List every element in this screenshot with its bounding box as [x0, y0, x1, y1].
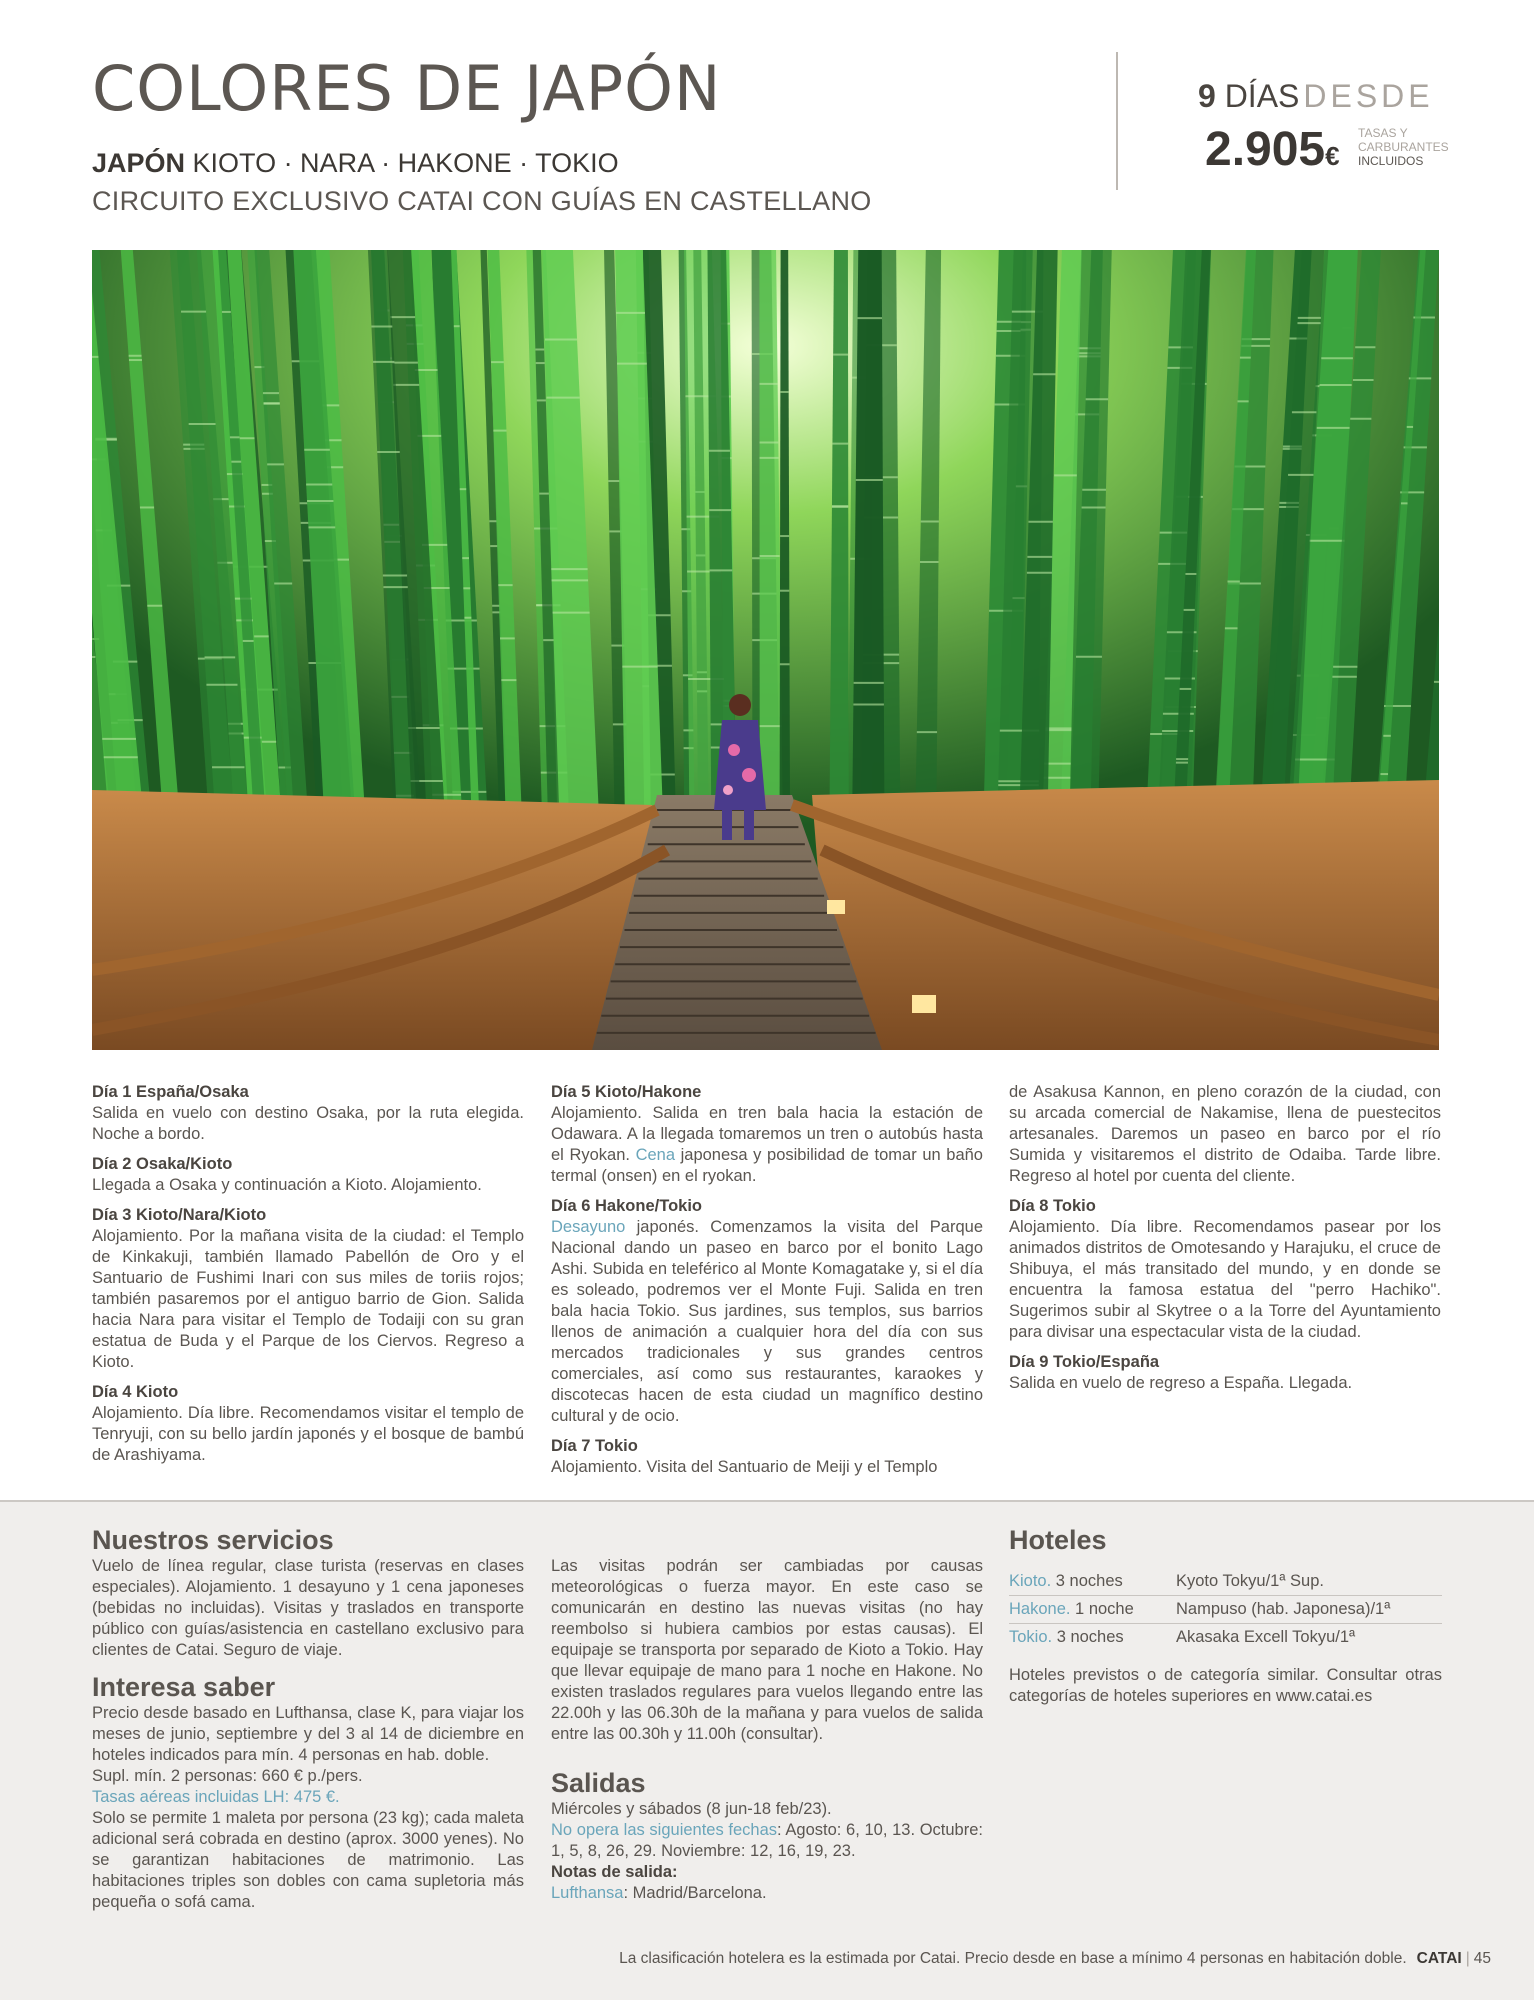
- hotel-nights: 3 noches: [1051, 1572, 1123, 1590]
- hotel-city-cell: [1009, 1568, 1162, 1596]
- tax-note: [1358, 126, 1449, 168]
- itinerary-day-title: Día 6 Hakone/Tokio: [551, 1197, 702, 1215]
- itinerary-day-title: Día 7 Tokio: [551, 1437, 638, 1455]
- tax-note-line1: TASAS Y: [1358, 126, 1408, 140]
- price-label: [1205, 123, 1340, 176]
- itinerary-day-text: Salida en vuelo con destino Osaka, por la ruta elegida. Noche a bordo.: [92, 1104, 524, 1143]
- itinerary-day-title: Día 4 Kioto: [92, 1383, 179, 1401]
- itinerary-day-title: Día 5 Kioto/Hakone: [551, 1083, 702, 1101]
- itinerary-column-1: [92, 1082, 524, 1475]
- hotel-name: Akasaka Excell Tokyu/1ª: [1176, 1628, 1356, 1646]
- hotel-city-cell: [1009, 1596, 1162, 1624]
- itinerary-column-2: [551, 1082, 983, 1487]
- itinerary-day-title: Día 2 Osaka/Kioto: [92, 1155, 233, 1173]
- price-value: 2.905: [1205, 123, 1326, 176]
- text-part: Alojamiento. Salida en tren bala hacia la estación de Odawara. A la llegada tomaremos un tren o autobús hasta el Ryokan.: [551, 1104, 983, 1164]
- itinerary-day-text: Salida en vuelo de regreso a España. Llegada.: [1009, 1374, 1353, 1392]
- itinerary-day-text: de Asakusa Kannon, en pleno corazón de la ciudad, con su arcada comercial de Nakamise, llena de puestecitos artesanales. Daremos un paseo en barco por el río Sumida y visitaremos el distrito de Odaiba. Tarde libre. Regreso al hotel por cuenta del cliente.: [1009, 1083, 1441, 1185]
- hotel-city: Kioto.: [1009, 1572, 1052, 1590]
- header-divider: [1116, 52, 1118, 190]
- currency-symbol: €: [1325, 141, 1340, 171]
- info-panel: [0, 1500, 1534, 2000]
- meal-highlight: Desayuno: [551, 1218, 626, 1236]
- itinerary-column-3: [1009, 1082, 1441, 1403]
- table-row: [1009, 1568, 1442, 1596]
- interesa-text-3: Tasas aéreas incluidas LH: 475 €.: [92, 1788, 340, 1806]
- itinerary-day-text: Alojamiento. Visita del Santuario de Meiji y el Templo: [551, 1458, 938, 1476]
- hotel-city: Hakone.: [1009, 1600, 1071, 1618]
- duration-label: [1198, 80, 1434, 112]
- desde-label: DESDE: [1303, 78, 1434, 114]
- footer-separator: |: [1465, 1950, 1470, 1967]
- hoteles-heading: Hoteles: [1009, 1525, 1107, 1555]
- hotel-nights: 1 noche: [1070, 1600, 1134, 1618]
- notas-salida-text: [551, 1883, 983, 1904]
- services-heading: Nuestros servicios: [92, 1525, 334, 1555]
- tax-note-line2: CARBURANTES: [1358, 140, 1449, 154]
- itinerary-day-text: Alojamiento. Día libre. Recomendamos pasear por los animados distritos de Omotesando y Harajuku, el cruce de Shibuya, el más transitado del mundo, y en donde se encuentra la famosa estatua del "perro Hachiko". Sugerimos subir al Skytree o a la Torre del Ayuntamiento para divisar una espectacular vista de la ciudad.: [1009, 1218, 1441, 1341]
- hotel-city: Tokio.: [1009, 1628, 1053, 1646]
- hotel-city-cell: [1009, 1624, 1162, 1652]
- meal-highlight: Cena: [629, 1146, 676, 1164]
- table-row: [1009, 1624, 1442, 1652]
- hotel-name: Nampuso (hab. Japonesa)/1ª: [1162, 1596, 1442, 1624]
- no-opera-label: No opera las siguientes fechas: [551, 1821, 778, 1839]
- country-label: JAPÓN: [92, 148, 186, 178]
- bamboo-forest-photo: [92, 250, 1439, 1050]
- info-column-3: [1009, 1524, 1442, 1707]
- no-opera-dates: : Agosto: 6, 10, 13. Octubre: 1, 5, 8, 26, 29. Noviembre: 12, 16, 19, 23.: [551, 1821, 983, 1860]
- salidas-heading: Salidas: [551, 1768, 646, 1798]
- hotel-name: Kyoto Tokyu/1ª Sup.: [1162, 1568, 1442, 1596]
- table-row: [1009, 1596, 1442, 1624]
- itinerary-day: [92, 1382, 524, 1466]
- page-title: COLORES DE JAPÓN: [92, 52, 722, 125]
- days-number: 9: [1198, 78, 1216, 114]
- itinerary-day-title: Día 3 Kioto/Nara/Kioto: [92, 1206, 267, 1224]
- info-column-1: [92, 1524, 524, 1913]
- airline-label: Lufthansa: [551, 1884, 624, 1902]
- salidas-exceptions: [551, 1820, 983, 1862]
- itinerary-day-text: [551, 1103, 983, 1187]
- itinerary-day-title: Día 8 Tokio: [1009, 1197, 1096, 1215]
- itinerary-day: [551, 1436, 983, 1478]
- page-footer: [619, 1950, 1491, 1968]
- itinerary-day: [1009, 1352, 1441, 1394]
- departure-cities: : Madrid/Barcelona.: [623, 1884, 767, 1902]
- interesa-heading: Interesa saber: [92, 1672, 276, 1702]
- itinerary-day: [551, 1196, 983, 1427]
- cities-label: KIOTO · NARA · HAKONE · TOKIO: [192, 148, 619, 178]
- text-part: japonés. Comenzamos la visita del Parque Nacional dando un paseo en barco por el bonito Lago Ashi. Subida en teleférico al Monte Komagatake y, si el día es soleado, podremos ver el Monte Fuji. Salida en tren bala hacia Tokio. Sus jardines, sus templos, sus barrios llenos de animación a cualquier hora del día con sus mercados tradicionales y sus grandes centros comerciales, así como sus restaurantes, karaokes y discotecas hacen de esta ciudad un magnífico destino cultural y de ocio.: [551, 1218, 983, 1425]
- itinerary-day: [92, 1082, 524, 1145]
- hotels-table: [1009, 1568, 1442, 1651]
- brand-label: CATAI: [1416, 1950, 1462, 1967]
- itinerary-day-text: Alojamiento. Por la mañana visita de la ciudad: el Templo de Kinkakuji, también llamado Pabellón de Oro y el Santuario de Fushimi Inari con sus miles de toriis rojos; también pasaremos por el antiguo barrio de Gion. Salida hacia Nara para visitar el Templo de Todaiji con su gran estatua de Buda y el Parque de los Ciervos. Regreso a Kioto.: [92, 1227, 524, 1371]
- itinerary-day: [1009, 1196, 1441, 1343]
- hotels-note: Hoteles previstos o de categoría similar. Consultar otras categorías de hoteles superiores en www.catai.es: [1009, 1666, 1442, 1705]
- services-text: Vuelo de línea regular, clase turista (reservas en clases especiales). Alojamiento. 1 desayuno y 1 cena japoneses (bebidas no incluidas). Visitas y traslados en transporte público con guías/asistencia en castellano exclusivo para clientes de Catai. Seguro de viaje.: [92, 1557, 524, 1659]
- tax-note-line3: INCLUIDOS: [1358, 154, 1424, 168]
- itinerary-day-title: Día 9 Tokio/España: [1009, 1353, 1160, 1371]
- itinerary-day-title: Día 1 España/Osaka: [92, 1083, 249, 1101]
- salidas-days: Miércoles y sábados (8 jun-18 feb/23).: [551, 1800, 832, 1818]
- itinerary-day: [92, 1205, 524, 1373]
- info-column-2: [551, 1556, 983, 1904]
- interesa-text-4: Solo se permite 1 maleta por persona (23 kg); cada maleta adicional será cobrada en destino (aprox. 3000 yenes). No se garantizan habitaciones de matrimonio. Las habitaciones triples son dobles con cama supletoria más pequeña o sofá cama.: [92, 1809, 524, 1911]
- itinerary-day-text: Llegada a Osaka y continuación a Kioto. Alojamiento.: [92, 1176, 482, 1194]
- itinerary-day: [92, 1154, 524, 1196]
- text-part: japonesa y posibilidad de tomar un baño termal (onsen) en el ryokan.: [551, 1146, 983, 1185]
- destinations-line: [92, 150, 619, 177]
- page-number: 45: [1473, 1950, 1491, 1967]
- itinerary-day: [1009, 1082, 1441, 1187]
- itinerary-day: [551, 1082, 983, 1187]
- interesa-text-2: Supl. mín. 2 personas: 660 € p./pers.: [92, 1767, 363, 1785]
- visits-notes: Las visitas podrán ser cambiadas por causas meteorológicas o fuerza mayor. En este caso se comunicarán en destino las nuevas visitas (no hay reembolso si hubiera cambios por estas causas). El equipaje se transporta por separado de Kioto a Tokio. Hay que llevar equipaje de mano para 1 noche en Hakone. No existen traslados regulares para vuelos llegando entre las 22.00h y las 06.30h de la mañana y para vuelos de salida entre las 00.30h y 11.00h (consultar).: [551, 1557, 983, 1743]
- panel-divider: [0, 1500, 1534, 1502]
- footer-note: La clasificación hotelera es la estimada por Catai. Precio desde en base a mínimo 4 personas en habitación doble.: [619, 1950, 1407, 1967]
- interesa-text-1: Precio desde basado en Lufthansa, clase K, para viajar los meses de junio, septiembre y del 3 al 14 de diciembre en hoteles indicados para mín. 4 personas en hab. doble.: [92, 1704, 524, 1764]
- itinerary-day-text: Alojamiento. Día libre. Recomendamos visitar el templo de Tenryuji, con su bello jardín japonés y el bosque de bambú de Arashiyama.: [92, 1404, 524, 1464]
- days-word: DÍAS: [1224, 78, 1300, 114]
- notas-salida-title: Notas de salida:: [551, 1863, 678, 1881]
- circuit-subtitle: CIRCUITO EXCLUSIVO CATAI CON GUÍAS EN CASTELLANO: [92, 186, 872, 216]
- hotel-nights: 3 noches: [1052, 1628, 1124, 1646]
- itinerary-day-text: [551, 1217, 983, 1427]
